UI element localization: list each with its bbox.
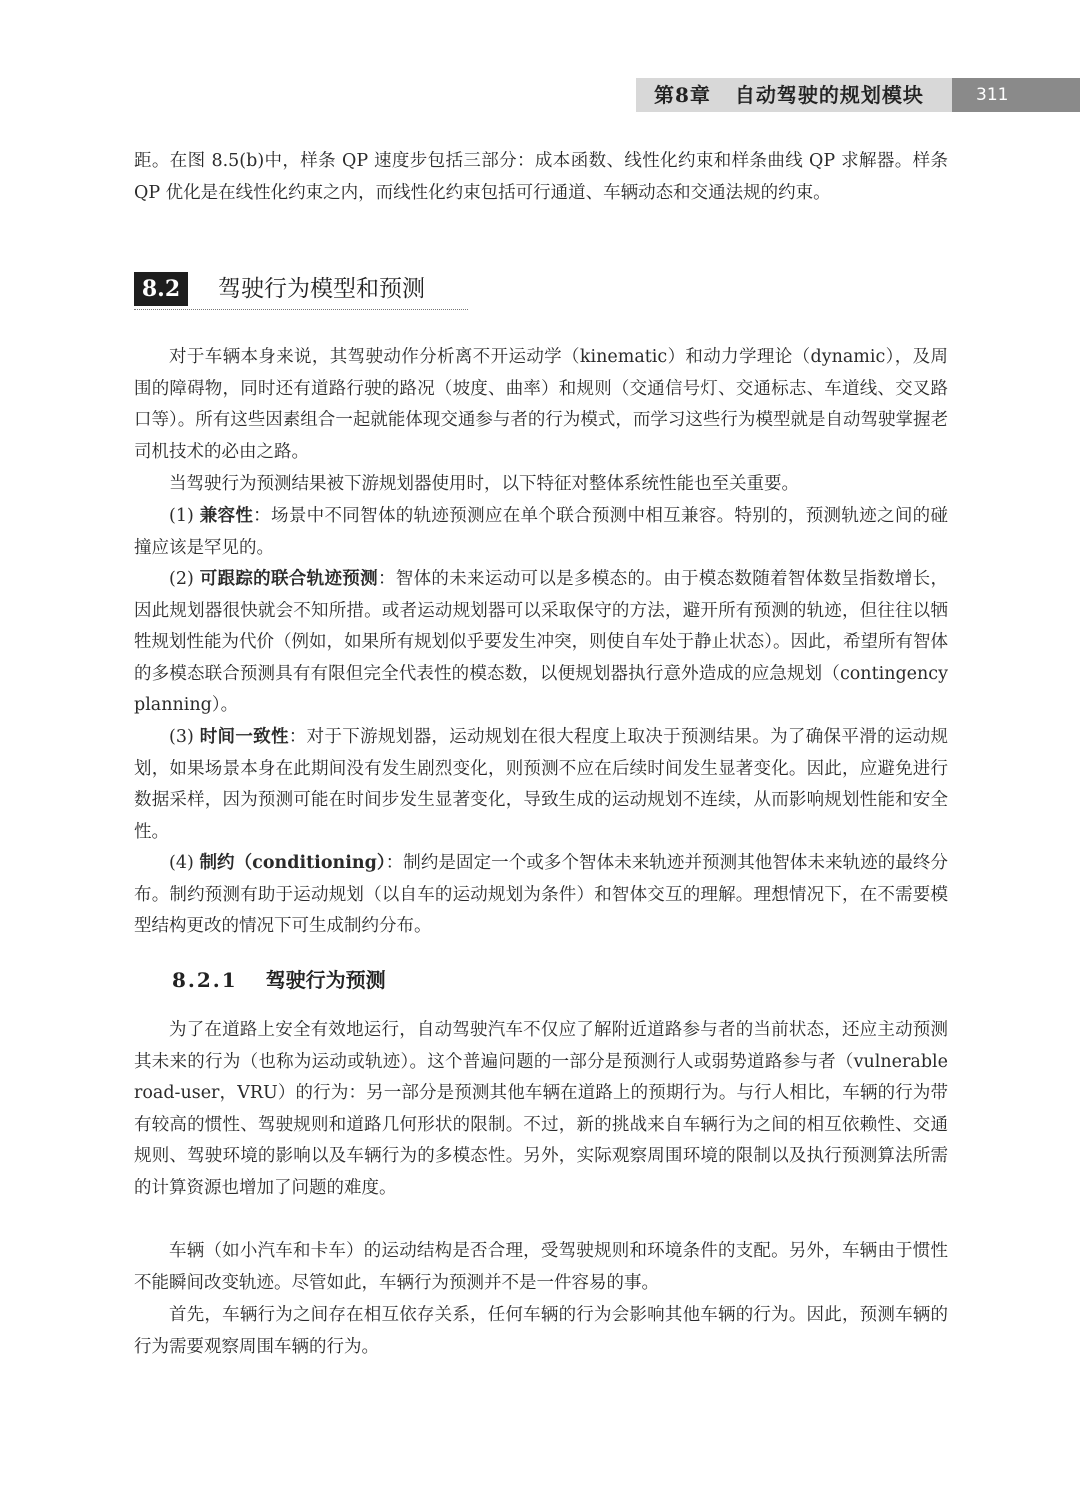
paragraph-conditioning [134, 848, 948, 943]
chapter-label: 第8章 [654, 83, 711, 107]
subsection-heading [172, 964, 386, 996]
section-title: 驾驶行为模型和预测 [218, 276, 425, 302]
paragraph-prediction-overview: 为了在道路上安全有效地运行，自动驾驶汽车不仅应了解附近道路参与者的当前状态，还应主动预测其未来的行为（也称为运动或轨迹）。这个普遍问题的一部分是预测行人或弱势道路参与者（vulnerable road-user，VRU）的行为：另一部分是预测其他车辆在道路上的预期行为。与行人相比，车辆的行为带有较高的惯性、驾驶规则和道路几何形状的限制。不过，新的挑战来自车辆行为之间的相互依赖性、交通规则、驾驶环境的影响以及车辆行为的多模态性。另外，实际观察周围环境的限制以及执行预测算法所需的计算资源也增加了问题的难度。 [134, 1020, 948, 1198]
item-text: ：场景中不同智体的轨迹预测应在单个联合预测中相互兼容。特别的，预测轨迹之间的碰撞应该是罕见的。 [134, 506, 949, 558]
paragraph-vehicle-motion: 车辆（如小汽车和卡车）的运动结构是否合理，受驾驶规则和环境条件的支配。另外，车辆由于惯性不能瞬间改变轨迹。尽管如此，车辆行为预测并不是一件容易的事。 [134, 1241, 948, 1293]
paragraph-compatibility [134, 501, 948, 564]
paragraph-intro: 对于车辆本身来说，其驾驶动作分析离不开运动学（kinematic）和动力学理论（dynamic），及周围的障碍物，同时还有道路行驶的路况（坡度、曲率）和规则（交通信号灯、交通标志、车道线、交叉路口等）。所有这些因素组合一起就能体现交通参与者的行为模式，而学习这些行为模型就是自动驾驶掌握老司机技术的必由之路。 [134, 347, 948, 462]
paragraph-joint-prediction [134, 564, 948, 722]
paragraph-interdependence: 首先，车辆行为之间存在相互依存关系，任何车辆的行为会影响其他车辆的行为。因此，预测车辆的行为需要观察周围车辆的行为。 [134, 1305, 948, 1357]
item-text: ：制约是固定一个或多个智体未来轨迹并预测其他智体未来轨迹的最终分布。制约预测有助于运动规划（以自车的运动规划为条件）和智体交互的理解。理想情况下，在不需要模型结构更改的情况下可生成制约分布。 [134, 853, 949, 937]
item-term: 可跟踪的联合轨迹预测 [199, 569, 378, 589]
page-number-box [952, 78, 1080, 112]
page-number: 311 [976, 85, 1009, 105]
subsection-title: 驾驶行为预测 [265, 968, 386, 992]
subsection-number: 8.2.1 [172, 968, 238, 992]
section-underline [134, 309, 468, 310]
item-number: (3) [169, 727, 200, 747]
item-number: (1) [169, 506, 200, 526]
item-text: ：智体的未来运动可以是多模态的。由于模态数随着智体数呈指数增长，因此规划器很快就会不知所措。或者运动规划器可以采取保守的方法，避开所有预测的轨迹，但往往以牺牲规划性能为代价（例如，如果所有规划似乎要发生冲突，则使自车处于静止状态）。因此，希望所有智体的多模态联合预测具有有限但完全代表性的模态数，以便规划器执行意外造成的应急规划（contingency planning）。 [134, 569, 949, 716]
item-text: ：对于下游规划器，运动规划在很大程度上取决于预测结果。为了确保平滑的运动规划，如果场景本身在此期间没有发生剧烈变化，则预测不应在后续时间发生显著变化。因此，应避免进行数据采样，因为预测可能在时间步发生显著变化，导致生成的运动规划不连续，从而影响规划性能和安全性。 [134, 727, 949, 842]
item-term: 制约（conditioning） [199, 853, 386, 873]
chapter-title: 自动驾驶的规划模块 [734, 83, 924, 107]
section-number: 8.2 [134, 272, 188, 306]
running-header-chapter [654, 80, 948, 110]
item-term: 兼容性 [199, 506, 254, 526]
paragraph-continuation: 距。在图 8.5(b)中，样条 QP 速度步包括三部分：成本函数、线性化约束和样条曲线 QP 求解器。样条 QP 优化是在线性化约束之内，而线性化约束包括可行通道、车辆动态和交通法规的约束。 [134, 151, 948, 203]
item-number: (4) [169, 853, 200, 873]
item-term: 时间一致性 [199, 727, 289, 747]
item-number: (2) [169, 569, 200, 589]
paragraph-temporal-consistency [134, 722, 948, 848]
paragraph-features-lead: 当驾驶行为预测结果被下游规划器使用时，以下特征对整体系统性能也至关重要。 [169, 474, 799, 494]
